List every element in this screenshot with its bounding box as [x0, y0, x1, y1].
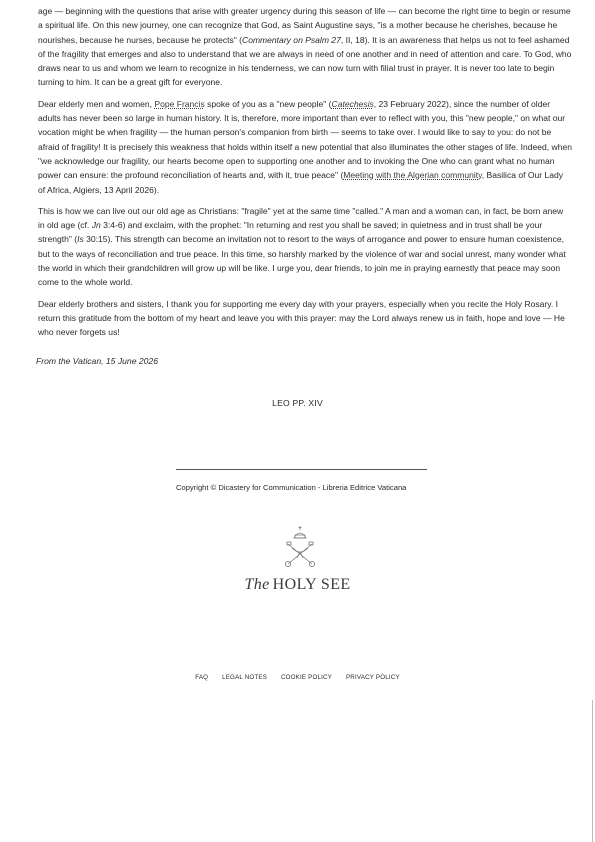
paragraph-1-end: , II, 18). It is an awareness that helps us not to feel ashamed of the fragility that emerges and also to understand that we are always in need of one another and in need of attention and care. To God, who draws near to us and whom we learn to recognize in his tenderness, we can now turn with filial trust in prayer. It is never too late to begin turning to him. It can be a great gift for everyone.	[38, 34, 572, 88]
link-pope-francis[interactable]: Pope Francis	[154, 98, 205, 109]
footer-link-faq[interactable]: FAQ	[195, 674, 209, 681]
copyright-notice: Copyright © Dicastery for Communication - Libreria Editrice Vaticana	[176, 483, 407, 492]
holy-see-logo[interactable]	[0, 576, 595, 594]
paragraph-3-text-b: 3:4-6) and exclaim, with the prophet: "In returning and rest you shall be saved; in quietness and in trust shall be your strength" (	[38, 220, 543, 245]
message-body	[38, 4, 572, 347]
dateline: From the Vatican, 15 June 2026	[36, 356, 158, 366]
brand-name: HOLY SEE	[272, 576, 351, 593]
brand-the: The	[244, 576, 270, 593]
paragraph-2-text-d: , Basilica of Our Lady of Africa, Algiers, 13 April 2026).	[38, 170, 563, 195]
footer-links	[0, 674, 595, 681]
paragraph-3	[38, 204, 572, 290]
footer-link-privacy-policy[interactable]: PRIVACY POLICY	[345, 674, 400, 681]
footer-divider	[176, 469, 427, 470]
signature: LEO PP. XIV	[272, 398, 323, 408]
ref-john: Jn	[91, 220, 101, 231]
paragraph-1	[38, 4, 572, 90]
citation-psalm: Commentary on Psalm 27	[242, 34, 341, 45]
paragraph-2	[38, 97, 572, 197]
link-catechesis[interactable]: Catechesis	[331, 98, 374, 109]
footer-link-legal-notes[interactable]: LEGAL NOTES	[222, 674, 268, 681]
emblem-graphic	[280, 524, 320, 570]
paragraph-3-text-c: 30:15). This strength can become an invitation not to resort to the ways of arrogance and power to ensure human coexistence, but to the ways of reconciliation and true peace. In this time, so harshly marked by the violence of war and social unrest, many wonder what the world in which their grandchildren will grow up will be like. I urge you, dear friends, to join me in praying earnestly that peace may soon come to the whole world.	[38, 234, 566, 288]
holy-see-emblem-icon[interactable]	[280, 524, 320, 570]
paragraph-4: Dear elderly brothers and sisters, I thank you for supporting me every day with your prayers, especially when you recite the Holy Rosary. I return this gratitude from the bottom of my heart and leave you with this prayer: may the Lord always renew us in faith, hope and love — He who never forgets us!	[38, 298, 565, 338]
paragraph-3-text-a: This is how we can live out our old age as Christians: "fragile" yet at the same time "called." A man and a woman can, in fact, be born anew in old age (cf.	[38, 205, 564, 231]
ref-isaiah: Is	[77, 234, 84, 245]
footer-link-cookie-policy[interactable]: COOKIE POLICY	[280, 674, 333, 681]
page-edge-line	[592, 700, 593, 842]
link-algerian-meeting[interactable]: Meeting with the Algerian community	[343, 170, 482, 181]
paragraph-1-text: age — beginning with the questions that arise with greater urgency during this season of life — can become the right time to begin or resume a spiritual life. On this new journey, one can recognize that God, as Saint Augustine says, "is a mother because he cherishes, because he nourishes, because he nurses, because he protects" (	[38, 6, 571, 45]
paragraph-2-text-c: , 23 February 2022), since the number of older adults has never been so large in human history. It is, therefore, more important than ever to reflect with you, this "new people," on what our vocation might be when fragility — the human person's companion from birth — seems to take over. I would like to say to you: do not be afraid of fragility! It is precisely this weakness that holds within itself a new potential that also illuminates the other stages of life. Indeed, when "we acknowledge our fragility, our hearts become open to supporting one another and to invoking the One who can grant what no human power can ensure: the profound reconciliation of hearts and, with it, true peace" (	[38, 98, 572, 181]
paragraph-2-text-a: Dear elderly men and women,	[38, 98, 155, 109]
paragraph-2-text-b: spoke of you as a "new people" (	[204, 98, 332, 109]
